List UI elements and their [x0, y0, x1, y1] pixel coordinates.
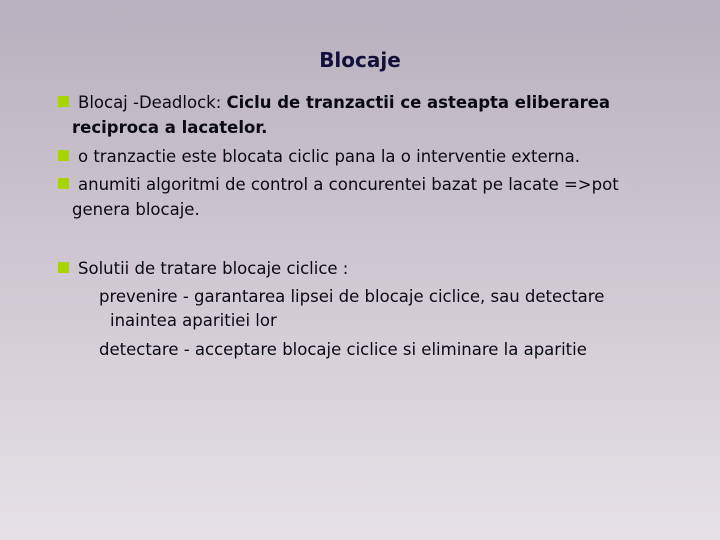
bullet-3-line-1: anumiti algoritmi de control a concurentei bazat pe lacate =>pot	[78, 175, 619, 194]
bullet-square-icon	[58, 262, 69, 273]
sub-item-1-line-2-text: naintea aparitiei lor	[114, 311, 277, 330]
bullet-square-icon	[58, 150, 69, 161]
bullet-2-text: o tranzactie este blocata ciclic pana la o interventie externa.	[78, 147, 580, 166]
bullet-1-prefix: Blocaj -Deadlock:	[78, 93, 227, 112]
bullet-1-line-1	[78, 92, 610, 114]
bullet-1-line-2: reciproca a lacatelor.	[72, 118, 268, 137]
bullet-1-bold-text: Ciclu de tranzactii ce asteapta eliberarea	[226, 93, 611, 112]
bullet-square-icon	[58, 178, 69, 189]
bullet-4-text: Solutii de tratare blocaje ciclice :	[78, 259, 349, 278]
sub-item-1-line-2: inaintea aparitiei lor	[110, 311, 277, 330]
slide-title: Blocaje	[319, 48, 401, 72]
sub-item-2-line-1: detectare - acceptare blocaje ciclice si eliminare la aparitie	[99, 340, 587, 359]
bullet-3-line-2: genera blocaje.	[72, 200, 200, 219]
sub-item-1-line-1: prevenire - garantarea lipsei de blocaje ciclice, sau detectare	[99, 287, 605, 306]
bullet-square-icon	[58, 96, 69, 107]
